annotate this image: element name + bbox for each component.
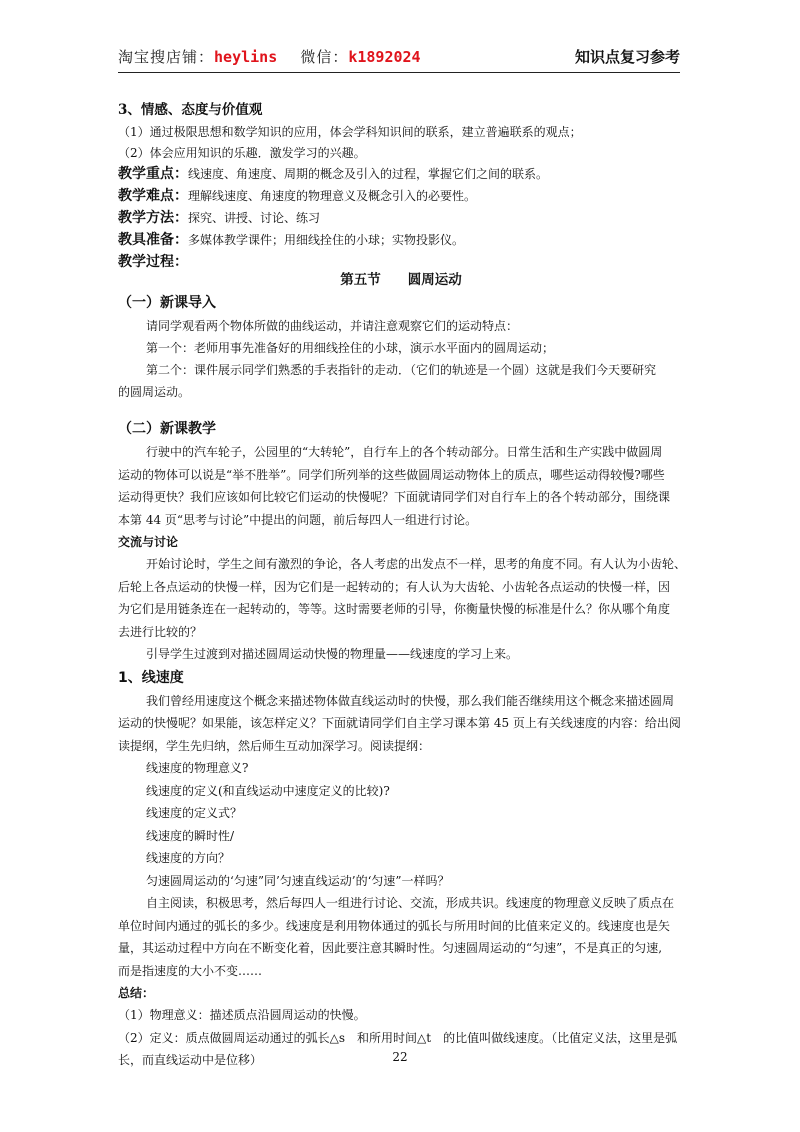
part-2-para-1-line-2: 运动的物体可以说是“举不胜举”。同学们所列举的这些做圆周运动物体上的质点，哪些运动得较慢?哪些 <box>118 467 665 482</box>
shop-label: 淘宝搜店铺： <box>118 48 215 66</box>
summary-item-1: （1）物理意义：描述质点沿圆周运动的快慢。 <box>118 1008 366 1022</box>
velocity-para-2-line-1: 自主阅读，积极思考，然后每四人一组进行讨论、交流，形成共识。线速度的物理意义反映了质点在 <box>146 896 675 910</box>
velocity-para-2-line-2: 单位时间内通过的弧长的多少。线速度是利用物体通过的弧长与所用时间的比值来定义的。线速度也是矢 <box>118 918 671 933</box>
part-2-para-3: 引导学生过渡到对描述圆周运动快慢的物理量——线速度的学习上来。 <box>146 647 519 661</box>
section-3-item-2: （2）体会应用知识的乐趣．激发学习的兴趣。 <box>118 145 366 160</box>
wechat-id: k1892024 <box>348 48 421 66</box>
part-2-para-2-line-4: 去进行比较的？ <box>118 624 203 639</box>
teaching-tools: 教具准备：多媒体教学课件；用细线拴住的小球；实物投影仪。 <box>118 232 465 248</box>
velocity-para-1-line-2: 运动的快慢呢？如果能，该怎样定义？下面就请同学们自主学习课本第 45 页上有关线速度的内容：给出阅 <box>118 716 681 730</box>
question-5: 线速度的方向？ <box>146 851 231 865</box>
shop-name: heylins <box>214 48 278 66</box>
velocity-para-1-line-3: 读提纲，学生先归纳，然后师生互动加深学习。阅读提纲： <box>118 738 431 753</box>
part-1-title: （一）新课导入 <box>118 295 216 311</box>
velocity-title: 1、线速度 <box>118 669 184 686</box>
section-3-title: 3、情感、态度与价值观 <box>118 102 263 118</box>
part-2-para-1-line-3: 运动得更快？我们应该如何比较它们运动的快慢呢？下面就请同学们对自行车上的各个转动部分，围绕课 <box>118 490 671 504</box>
question-1: 线速度的物理意义? <box>146 761 249 775</box>
part-2-para-2-line-1: 开始讨论时，学生之间有激烈的争论，各人考虑的出发点不一样，思考的角度不同。有人认为小齿轮、 <box>146 557 687 571</box>
part-2-para-1-line-4: 本第 44 页“思考与讨论”中提出的问题，前后每四人一组进行讨论。 <box>118 512 478 527</box>
lesson-title: 第五节 圆周运动 <box>340 272 462 288</box>
velocity-para-1-line-1: 我们曾经用速度这个概念来描述物体做直线运动时的快慢，那么我们能否继续用这个概念来描述圆周 <box>146 693 675 708</box>
wechat-label: 微信： <box>300 48 349 66</box>
part-1-para-1: 请同学观看两个物体所做的曲线运动，并请注意观察它们的运动特点： <box>146 319 519 333</box>
velocity-para-2-line-4: 而是指速度的大小不变…… <box>118 963 263 978</box>
key-points: 教学重点：线速度、角速度、周期的概念及引入的过程，掌握它们之间的联系。 <box>118 166 549 182</box>
part-2-title: （二）新课教学 <box>118 421 216 437</box>
part-1-para-3b: 的圆周运动。 <box>118 385 191 399</box>
page-number: 22 <box>392 1050 408 1064</box>
summary-item-2a: （2）定义：质点做圆周运动通过的弧长△s 和所用时间△t 的比值叫做线速度。（比值定义法，这里是弧 <box>118 1030 678 1045</box>
velocity-para-2-line-3: 量，其运动过程中方向在不断变化着，因此要注意其瞬时性。匀速圆周运动的“匀速”，不是真正的匀速, <box>118 941 663 955</box>
page-header <box>118 44 680 73</box>
part-2-para-2-line-2: 后轮上各点运动的快慢一样，因为它们是一起转动的；有人认为大齿轮、小齿轮各点运动的快慢一样，因 <box>118 579 671 594</box>
question-4: 线速度的瞬时性/ <box>146 828 235 843</box>
question-6: 匀速圆周运动的‘匀速”同’匀速直线运动’的‘匀速”一样吗？ <box>146 873 450 888</box>
section-3-item-1: （1）通过极限思想和数学知识的应用，体会学科知识间的联系，建立普遍联系的观点； <box>118 125 582 139</box>
part-2-para-2-line-3: 为它们是用链条连在一起转动的，等等。这时需要老师的引导，你衡量快慢的标准是什么？你从哪个角度 <box>118 602 671 616</box>
teaching-methods: 教学方法：探究、讲授、讨论、练习 <box>118 210 321 226</box>
summary-item-2b: 长，而直线运动中是位移） <box>118 1053 263 1067</box>
difficult-points: 教学难点：理解线速度、角速度的物理意义及概念引入的必要性。 <box>118 188 477 204</box>
part-1-para-3a: 第二个：课件展示同学们熟悉的手表指针的走动．（它们的轨迹是一个圆）这就是我们今天要研究 <box>146 363 657 377</box>
question-3: 线速度的定义式？ <box>146 806 243 820</box>
discussion-title: 交流与讨论 <box>118 535 179 549</box>
part-2-para-1-line-1: 行驶中的汽车轮子，公园里的“大转轮”，自行车上的各个转动部分。日常生活和生产实践中做圆周 <box>146 445 663 459</box>
summary-title: 总结： <box>118 986 155 1000</box>
question-2: 线速度的定义(和直线运动中速度定义的比较)? <box>146 783 390 798</box>
teaching-process: 教学过程： <box>118 254 188 270</box>
header-title: 知识点复习参考 <box>574 48 680 66</box>
page-content <box>118 98 687 1072</box>
shop-info <box>118 46 421 67</box>
part-1-para-2: 第一个：老师用事先准备好的用细线拴住的小球，演示水平面内的圆周运动； <box>146 341 555 355</box>
